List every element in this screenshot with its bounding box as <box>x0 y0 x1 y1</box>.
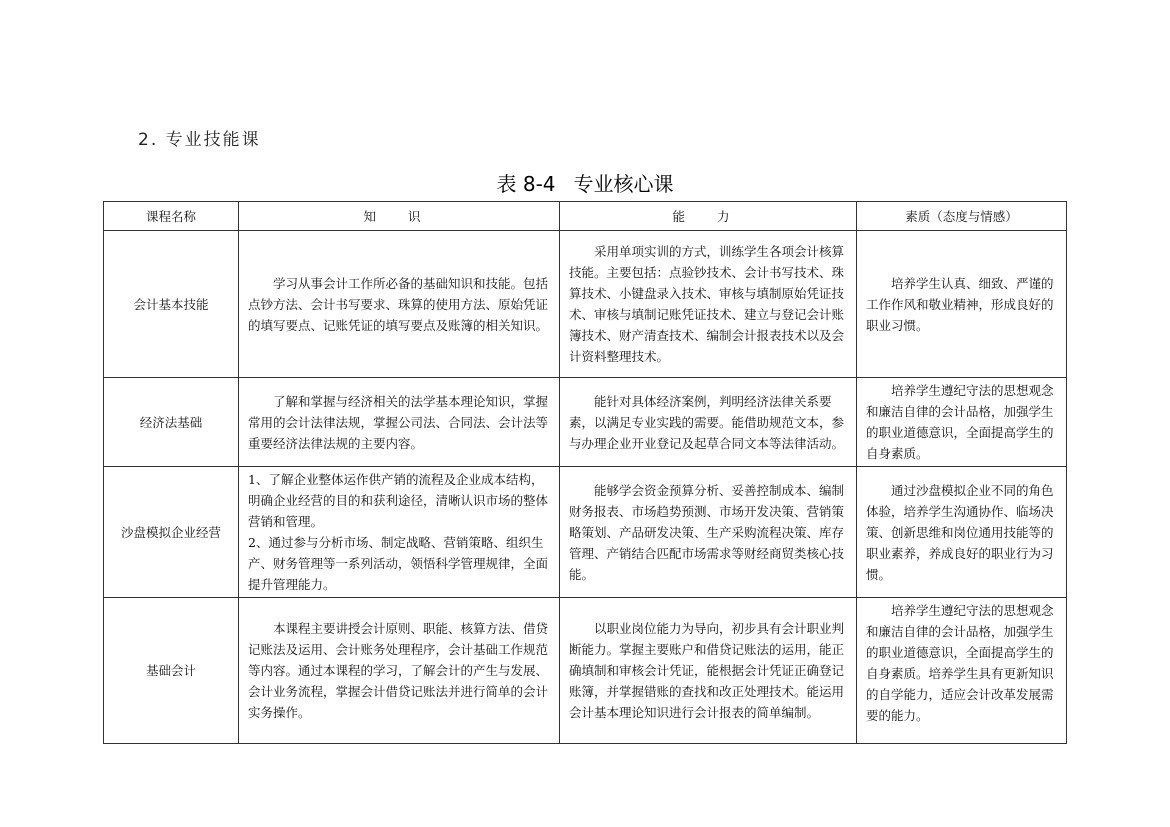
knowledge-point-2: 2、通过参与分析市场、制定战略、营销策略、组织生产、财务管理等一系列活动，领悟科学管理规律，全面提升管理能力。 <box>248 535 549 592</box>
course-name-cell: 沙盘模拟企业经营 <box>104 467 239 598</box>
header-quality: 素质（态度与情感） <box>857 202 1067 231</box>
table-title-text: 专业核心课 <box>573 172 674 196</box>
knowledge-cell <box>239 467 560 598</box>
ability-cell: 以职业岗位能力为导向，初步具有会计职业判断能力。掌握主要账户和借贷记账法的运用，能正确填制和审核会计凭证，能根据会计凭证正确登记账簿，并掌握错账的查找和改正处理技术。能运用会计基本理论知识进行会计报表的简单编制。 <box>560 598 857 744</box>
header-ability: 能 力 <box>560 202 857 231</box>
course-name-cell: 经济法基础 <box>104 378 239 467</box>
knowledge-cell: 学习从事会计工作所必备的基础知识和技能。包括点钞方法、会计书写要求、珠算的使用方法、原始凭证的填写要点、记账凭证的填写要点及账簿的相关知识。 <box>239 231 560 378</box>
section-heading: 2. 专业技能课 <box>138 130 261 150</box>
knowledge-cell: 本课程主要讲授会计原则、职能、核算方法、借贷记账法及运用、会计账务处理程序，会计基础工作规范等内容。通过本课程的学习，了解会计的产生与发展、会计业务流程，掌握会计借贷记账法并进行简单的会计实务操作。 <box>239 598 560 744</box>
knowledge-cell: 了解和掌握与经济相关的法学基本理论知识，掌握常用的会计法律法规，掌握公司法、合同法、会计法等重要经济法律法规的主要内容。 <box>239 378 560 467</box>
quality-cell: 培养学生遵纪守法的思想观念和廉洁自律的会计品格，加强学生的职业道德意识，全面提高学生的自身素质。 <box>857 378 1067 467</box>
table-row <box>104 231 1067 378</box>
ability-cell: 能针对具体经济案例，判明经济法律关系要素，以满足专业实践的需要。能借助规范文本，参与办理企业开业登记及起草合同文本等法律活动。 <box>560 378 857 467</box>
quality-cell: 培养学生遵纪守法的思想观念和廉洁自律的会计品格，加强学生的职业道德意识，全面提高学生的自身素质。培养学生具有更新知识的自学能力，适应会计改革发展需要的能力。 <box>857 598 1067 744</box>
table-title <box>0 168 1170 197</box>
quality-cell: 通过沙盘模拟企业不同的角色体验，培养学生沟通协作、临场决策、创新思维和岗位通用技能等的职业素养，养成良好的职业行为习惯。 <box>857 467 1067 598</box>
table-row <box>104 378 1067 467</box>
table-header-row <box>104 202 1067 231</box>
table-row <box>104 598 1067 744</box>
knowledge-point-1: 1、了解企业整体运作供产销的流程及企业成本结构，明确企业经营的目的和获利途径，清晰认识市场的整体营销和管理。 <box>248 472 549 529</box>
quality-cell: 培养学生认真、细致、严谨的工作作风和敬业精神，形成良好的职业习惯。 <box>857 231 1067 378</box>
table-row <box>104 467 1067 598</box>
course-name-cell: 会计基本技能 <box>104 231 239 378</box>
ability-cell: 能够学会资金预算分析、妥善控制成本、编制财务报表、市场趋势预测、市场开发决策、营销策略策划、产品研发决策、生产采购流程决策、库存管理、产销结合匹配市场需求等财经商贸类核心技能。 <box>560 467 857 598</box>
ability-cell: 采用单项实训的方式，训练学生各项会计核算技能。主要包括：点验钞技术、会计书写技术、珠算技术、小键盘录入技术、审核与填制原始凭证技术、审核与填制记账凭证技术、建立与登记会计账簿技术、财产清查技术、编制会计报表技术以及会计资料整理技术。 <box>560 231 857 378</box>
course-name-cell: 基础会计 <box>104 598 239 744</box>
table-number: 表 8-4 <box>496 172 556 196</box>
header-knowledge: 知 识 <box>239 202 560 231</box>
core-course-table <box>103 201 1067 744</box>
header-course-name: 课程名称 <box>104 202 239 231</box>
